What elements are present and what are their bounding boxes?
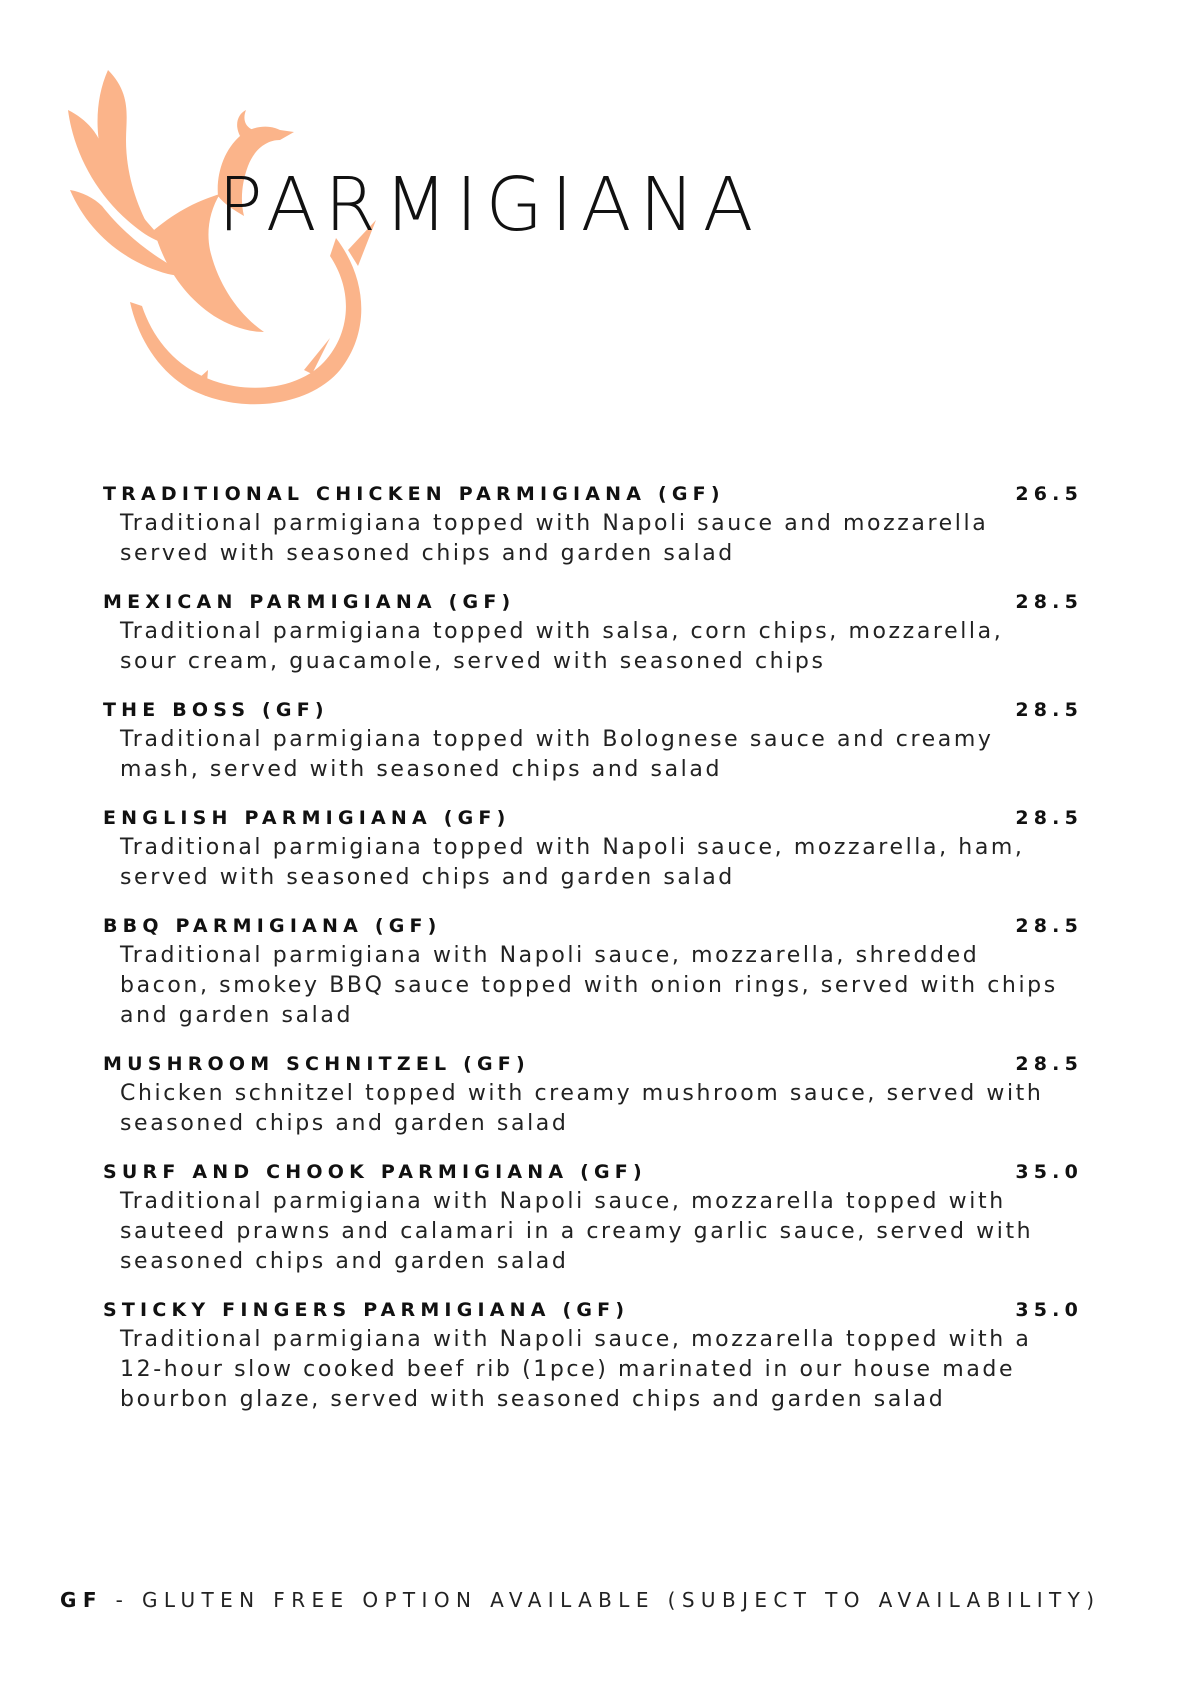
menu-item	[103, 699, 1083, 785]
menu-item-name: TRADITIONAL CHICKEN PARMIGIANA (GF)	[103, 483, 725, 505]
page-title: PARMIGIANA	[218, 162, 762, 248]
footer-abbreviation: GF	[60, 1588, 103, 1612]
menu-item	[103, 1053, 1083, 1139]
menu-item-name: MUSHROOM SCHNITZEL (GF)	[103, 1053, 530, 1075]
menu-item-description: Traditional parmigiana topped with Napoli sauce and mozzarella served with seasoned chips and garden salad	[120, 511, 989, 566]
footer-text: GLUTEN FREE OPTION AVAILABLE (SUBJECT TO AVAILABILITY)	[142, 1588, 1101, 1612]
menu-item-header	[103, 483, 1083, 505]
menu-item-description: Traditional parmigiana topped with Napoli sauce, mozzarella, ham, served with seasoned chips and garden salad	[120, 835, 1025, 890]
menu-item-description: Traditional parmigiana with Napoli sauce, mozzarella topped with sauteed prawns and calamari in a creamy garlic sauce, served with seasoned chips and garden salad	[120, 1189, 1034, 1274]
menu-item-name: STICKY FINGERS PARMIGIANA (GF)	[103, 1299, 630, 1321]
menu-item	[103, 1299, 1083, 1415]
menu-item-description: Traditional parmigiana with Napoli sauce, mozzarella topped with a 12-hour slow cooked beef rib (1pce) marinated in our house made bourbon glaze, served with seasoned chips and garden salad	[120, 1327, 1032, 1412]
footer-note	[60, 1588, 1100, 1612]
menu-item-name: SURF AND CHOOK PARMIGIANA (GF)	[103, 1161, 647, 1183]
menu-item-header	[103, 1053, 1083, 1075]
menu-item-price: 35.0	[1015, 1161, 1083, 1183]
menu-item-price: 28.5	[1015, 591, 1083, 613]
menu-item-description: Traditional parmigiana topped with Bolognese sauce and creamy mash, served with seasoned chips and salad	[120, 727, 994, 782]
menu-item-price: 26.5	[1015, 483, 1083, 505]
menu-item-price: 28.5	[1015, 699, 1083, 721]
menu-item-header	[103, 1161, 1083, 1183]
menu-item-price: 28.5	[1015, 1053, 1083, 1075]
footer-separator: -	[102, 1588, 143, 1612]
menu-item	[103, 483, 1083, 569]
menu-item-name: THE BOSS (GF)	[103, 699, 329, 721]
menu-item-header	[103, 1299, 1083, 1321]
menu-item-price: 28.5	[1015, 915, 1083, 937]
menu-item	[103, 1161, 1083, 1277]
menu-item-description: Traditional parmigiana with Napoli sauce, mozzarella, shredded bacon, smokey BBQ sauce topped with onion rings, served with chips and garden salad	[120, 943, 1058, 1028]
menu-list	[103, 483, 1083, 1437]
menu-item-name: MEXICAN PARMIGIANA (GF)	[103, 591, 516, 613]
menu-item	[103, 807, 1083, 893]
menu-item-price: 35.0	[1015, 1299, 1083, 1321]
menu-item-header	[103, 807, 1083, 829]
menu-item	[103, 591, 1083, 677]
menu-item-description: Traditional parmigiana topped with salsa, corn chips, mozzarella, sour cream, guacamole, served with seasoned chips	[120, 619, 1004, 674]
menu-item	[103, 915, 1083, 1031]
menu-item-name: ENGLISH PARMIGIANA (GF)	[103, 807, 511, 829]
menu-item-header	[103, 699, 1083, 721]
menu-item-header	[103, 915, 1083, 937]
menu-item-header	[103, 591, 1083, 613]
menu-item-description: Chicken schnitzel topped with creamy mushroom sauce, served with seasoned chips and garden salad	[120, 1081, 1044, 1136]
menu-item-name: BBQ PARMIGIANA (GF)	[103, 915, 442, 937]
menu-item-price: 28.5	[1015, 807, 1083, 829]
